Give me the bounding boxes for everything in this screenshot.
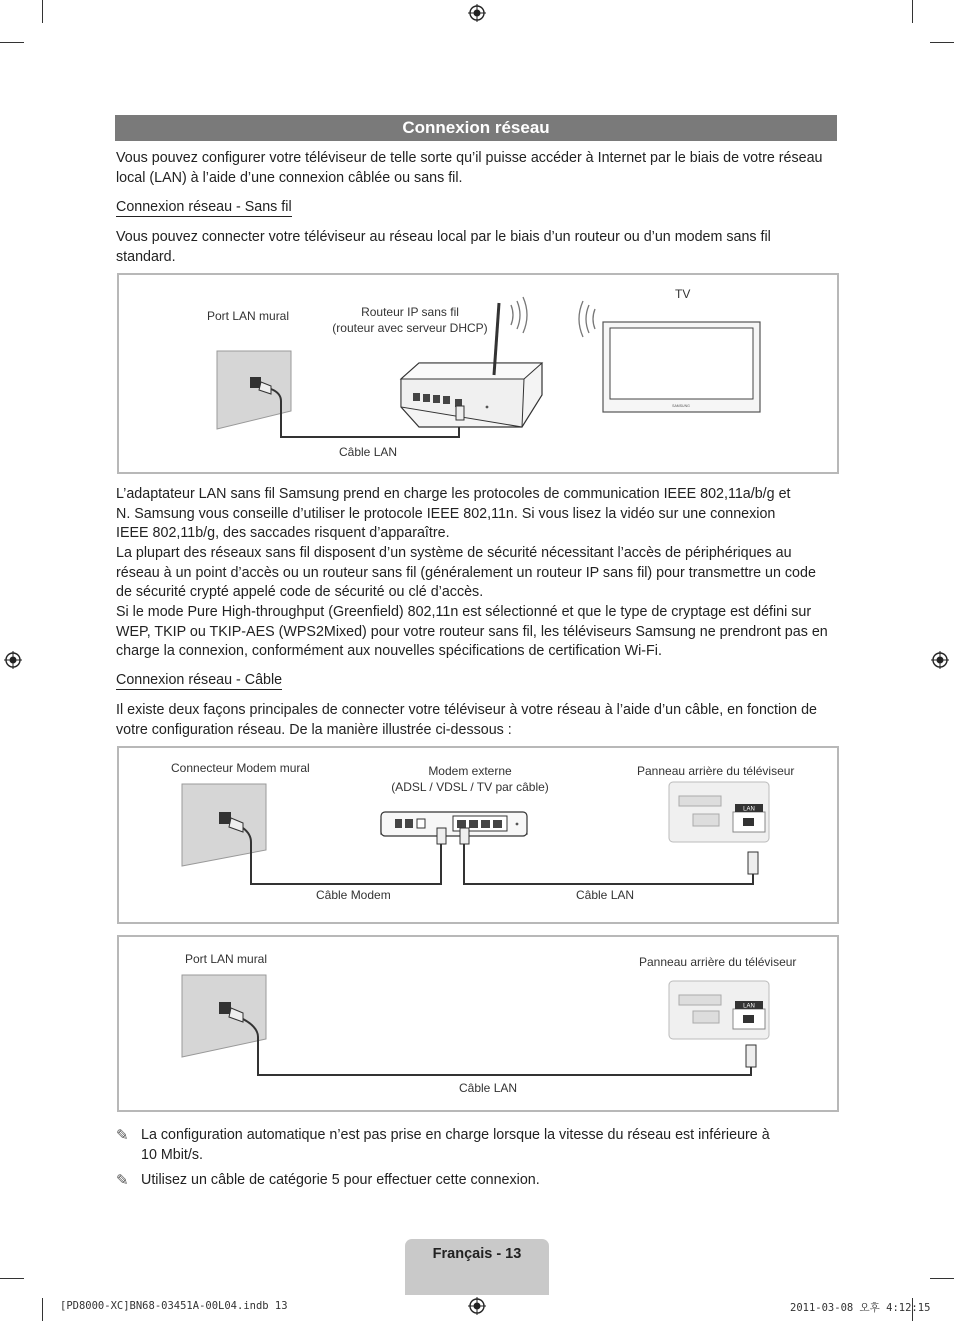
- modem-port: [405, 819, 413, 828]
- wall-plate: [182, 784, 266, 866]
- lan-cable: [464, 844, 753, 884]
- label-modem-line2: (ADSL / VDSL / TV par câble): [391, 780, 549, 794]
- label-wall-lan: Port LAN mural: [185, 952, 268, 966]
- tv-brand: SAMSUNG: [672, 404, 690, 408]
- note-pen-icon: ✎: [116, 1172, 129, 1189]
- wired-heading: Connexion réseau - Câble: [116, 672, 283, 688]
- registration-mark-icon: [468, 4, 486, 22]
- section-title: Connexion réseau: [115, 115, 837, 141]
- registration-mark-icon: [468, 1297, 486, 1315]
- wall-socket: [219, 812, 231, 824]
- panel-ports: [679, 995, 721, 1005]
- router-port: [413, 393, 420, 401]
- crop-mark: [912, 0, 913, 23]
- modem-lan-port: [457, 820, 466, 828]
- label-cable-lan: Câble LAN: [459, 1081, 518, 1095]
- wifi-waves: [579, 301, 595, 337]
- modem-plug-1: [437, 828, 446, 844]
- crop-mark: [930, 42, 954, 43]
- tv-plug: [748, 852, 758, 874]
- imprint-right: 2011-03-08 오후 4:12:15: [790, 1302, 931, 1314]
- wireless-para-3: Si le mode Pure High-throughput (Greenfield) 802,11n est sélectionné et que le type de cryptage est défini sur WEP, TKIP ou TKIP-AES (WPS2Mixed) pour votre routeur sans fil, les téléviseurs Samsung ne prendront pas en charge la connexion, conformément aux nouvelles spécifications de certification Wi-Fi.: [116, 604, 828, 659]
- panel-ports: [693, 814, 719, 826]
- crop-mark: [42, 1298, 43, 1321]
- crop-mark: [0, 42, 24, 43]
- label-wall-port: Port LAN mural: [207, 309, 290, 323]
- panel-lan-socket: [743, 1015, 754, 1023]
- wired-paragraph: Il existe deux façons principales de connecter votre téléviseur à votre réseau à l’aide d’un câble, en fonction de votre configuration réseau. De la manière illustrée ci-dessous :: [116, 702, 817, 738]
- wifi-waves: [511, 297, 527, 333]
- note-pen-icon: ✎: [116, 1127, 129, 1144]
- panel-lan-socket: [743, 818, 754, 826]
- panel-lan-label: LAN: [743, 806, 755, 813]
- panel-ports: [679, 796, 721, 806]
- crop-mark: [0, 1278, 24, 1279]
- router-port: [423, 394, 430, 402]
- note-2: [116, 1171, 806, 1191]
- label-wall-modem: Connecteur Modem mural: [171, 761, 310, 775]
- wireless-paragraph: Vous pouvez connecter votre téléviseur au réseau local par le biais d’un routeur ou d’un modem sans fil standard.: [116, 229, 771, 265]
- modem-port: [417, 819, 425, 828]
- panel-lan-label: LAN: [743, 1003, 755, 1010]
- crop-mark: [42, 0, 43, 23]
- label-router-line1: Routeur IP sans fil: [361, 305, 459, 319]
- wireless-para-2: La plupart des réseaux sans fil disposent d’un système de sécurité nécessitant l’accès de périphériques au réseau à un point d’accès ou un routeur sans fil (généralement un routeur IP sans fil) pour transmettre un code de sécurité crypté appelé code de sécurité ou clé d’accès.: [116, 545, 816, 600]
- crop-mark: [930, 1278, 954, 1279]
- modem-lan-port: [481, 820, 490, 828]
- label-modem-line1: Modem externe: [428, 764, 512, 778]
- page-number: Français - 13: [432, 1246, 522, 1262]
- router-top: [401, 363, 542, 379]
- note-text: La configuration automatique n’est pas prise en charge lorsque la vitesse du réseau est inférieure à 10 Mbit/s.: [141, 1127, 770, 1163]
- label-tv: TV: [675, 287, 691, 301]
- wall-plate: [217, 351, 291, 429]
- wireless-heading: Connexion réseau - Sans fil: [116, 199, 292, 215]
- router-port: [433, 395, 440, 403]
- wireless-para-1: L’adaptateur LAN sans fil Samsung prend en charge les protocoles de communication IEEE 802,11a/b/g et N. Samsung vous conseille d’utiliser le protocole IEEE 802,11n. Si vous lisez la vidéo sur une connexion IEEE 802,11b/g, des saccades risquent d’apparaître.: [116, 486, 791, 541]
- tv-screen: [610, 328, 753, 399]
- tv-plug: [746, 1045, 756, 1067]
- wired-lan-diagram: [117, 935, 839, 1112]
- wireless-diagram: [117, 273, 839, 474]
- router-port: [443, 396, 450, 404]
- modem-power: [395, 819, 402, 828]
- wired-modem-diagram: [117, 746, 839, 924]
- wall-lan-socket: [250, 377, 261, 388]
- label-router-line2: (routeur avec serveur DHCP): [332, 321, 488, 335]
- registration-mark-icon: [931, 651, 949, 669]
- intro-paragraph: Vous pouvez configurer votre téléviseur de telle sorte qu’il puisse accéder à Internet par le biais de votre réseau local (LAN) à l’aide d’une connexion câblée ou sans fil.: [116, 150, 823, 186]
- panel-ports: [693, 1011, 719, 1023]
- label-tv-panel: Panneau arrière du téléviseur: [639, 955, 797, 969]
- label-router: [327, 305, 493, 336]
- router-led: [486, 406, 489, 409]
- label-cable: Câble LAN: [339, 445, 398, 459]
- label-modem: [387, 764, 553, 795]
- note-text: Utilisez un câble de catégorie 5 pour effectuer cette connexion.: [141, 1172, 540, 1188]
- wall-lan-socket: [219, 1002, 231, 1014]
- modem-led: [516, 823, 519, 826]
- imprint-left: [PD8000-XC]BN68-03451A-00L04.indb 13: [60, 1300, 288, 1312]
- note-1: [116, 1126, 806, 1165]
- modem-lan-port: [469, 820, 478, 828]
- router-plug: [456, 406, 464, 420]
- registration-mark-icon: [4, 651, 22, 669]
- modem-plug-2: [460, 828, 469, 844]
- label-cable-lan: Câble LAN: [576, 888, 635, 902]
- modem-lan-port: [493, 820, 502, 828]
- label-tv-panel: Panneau arrière du téléviseur: [637, 764, 795, 778]
- label-cable-modem: Câble Modem: [316, 888, 391, 902]
- wall-plate: [182, 975, 266, 1057]
